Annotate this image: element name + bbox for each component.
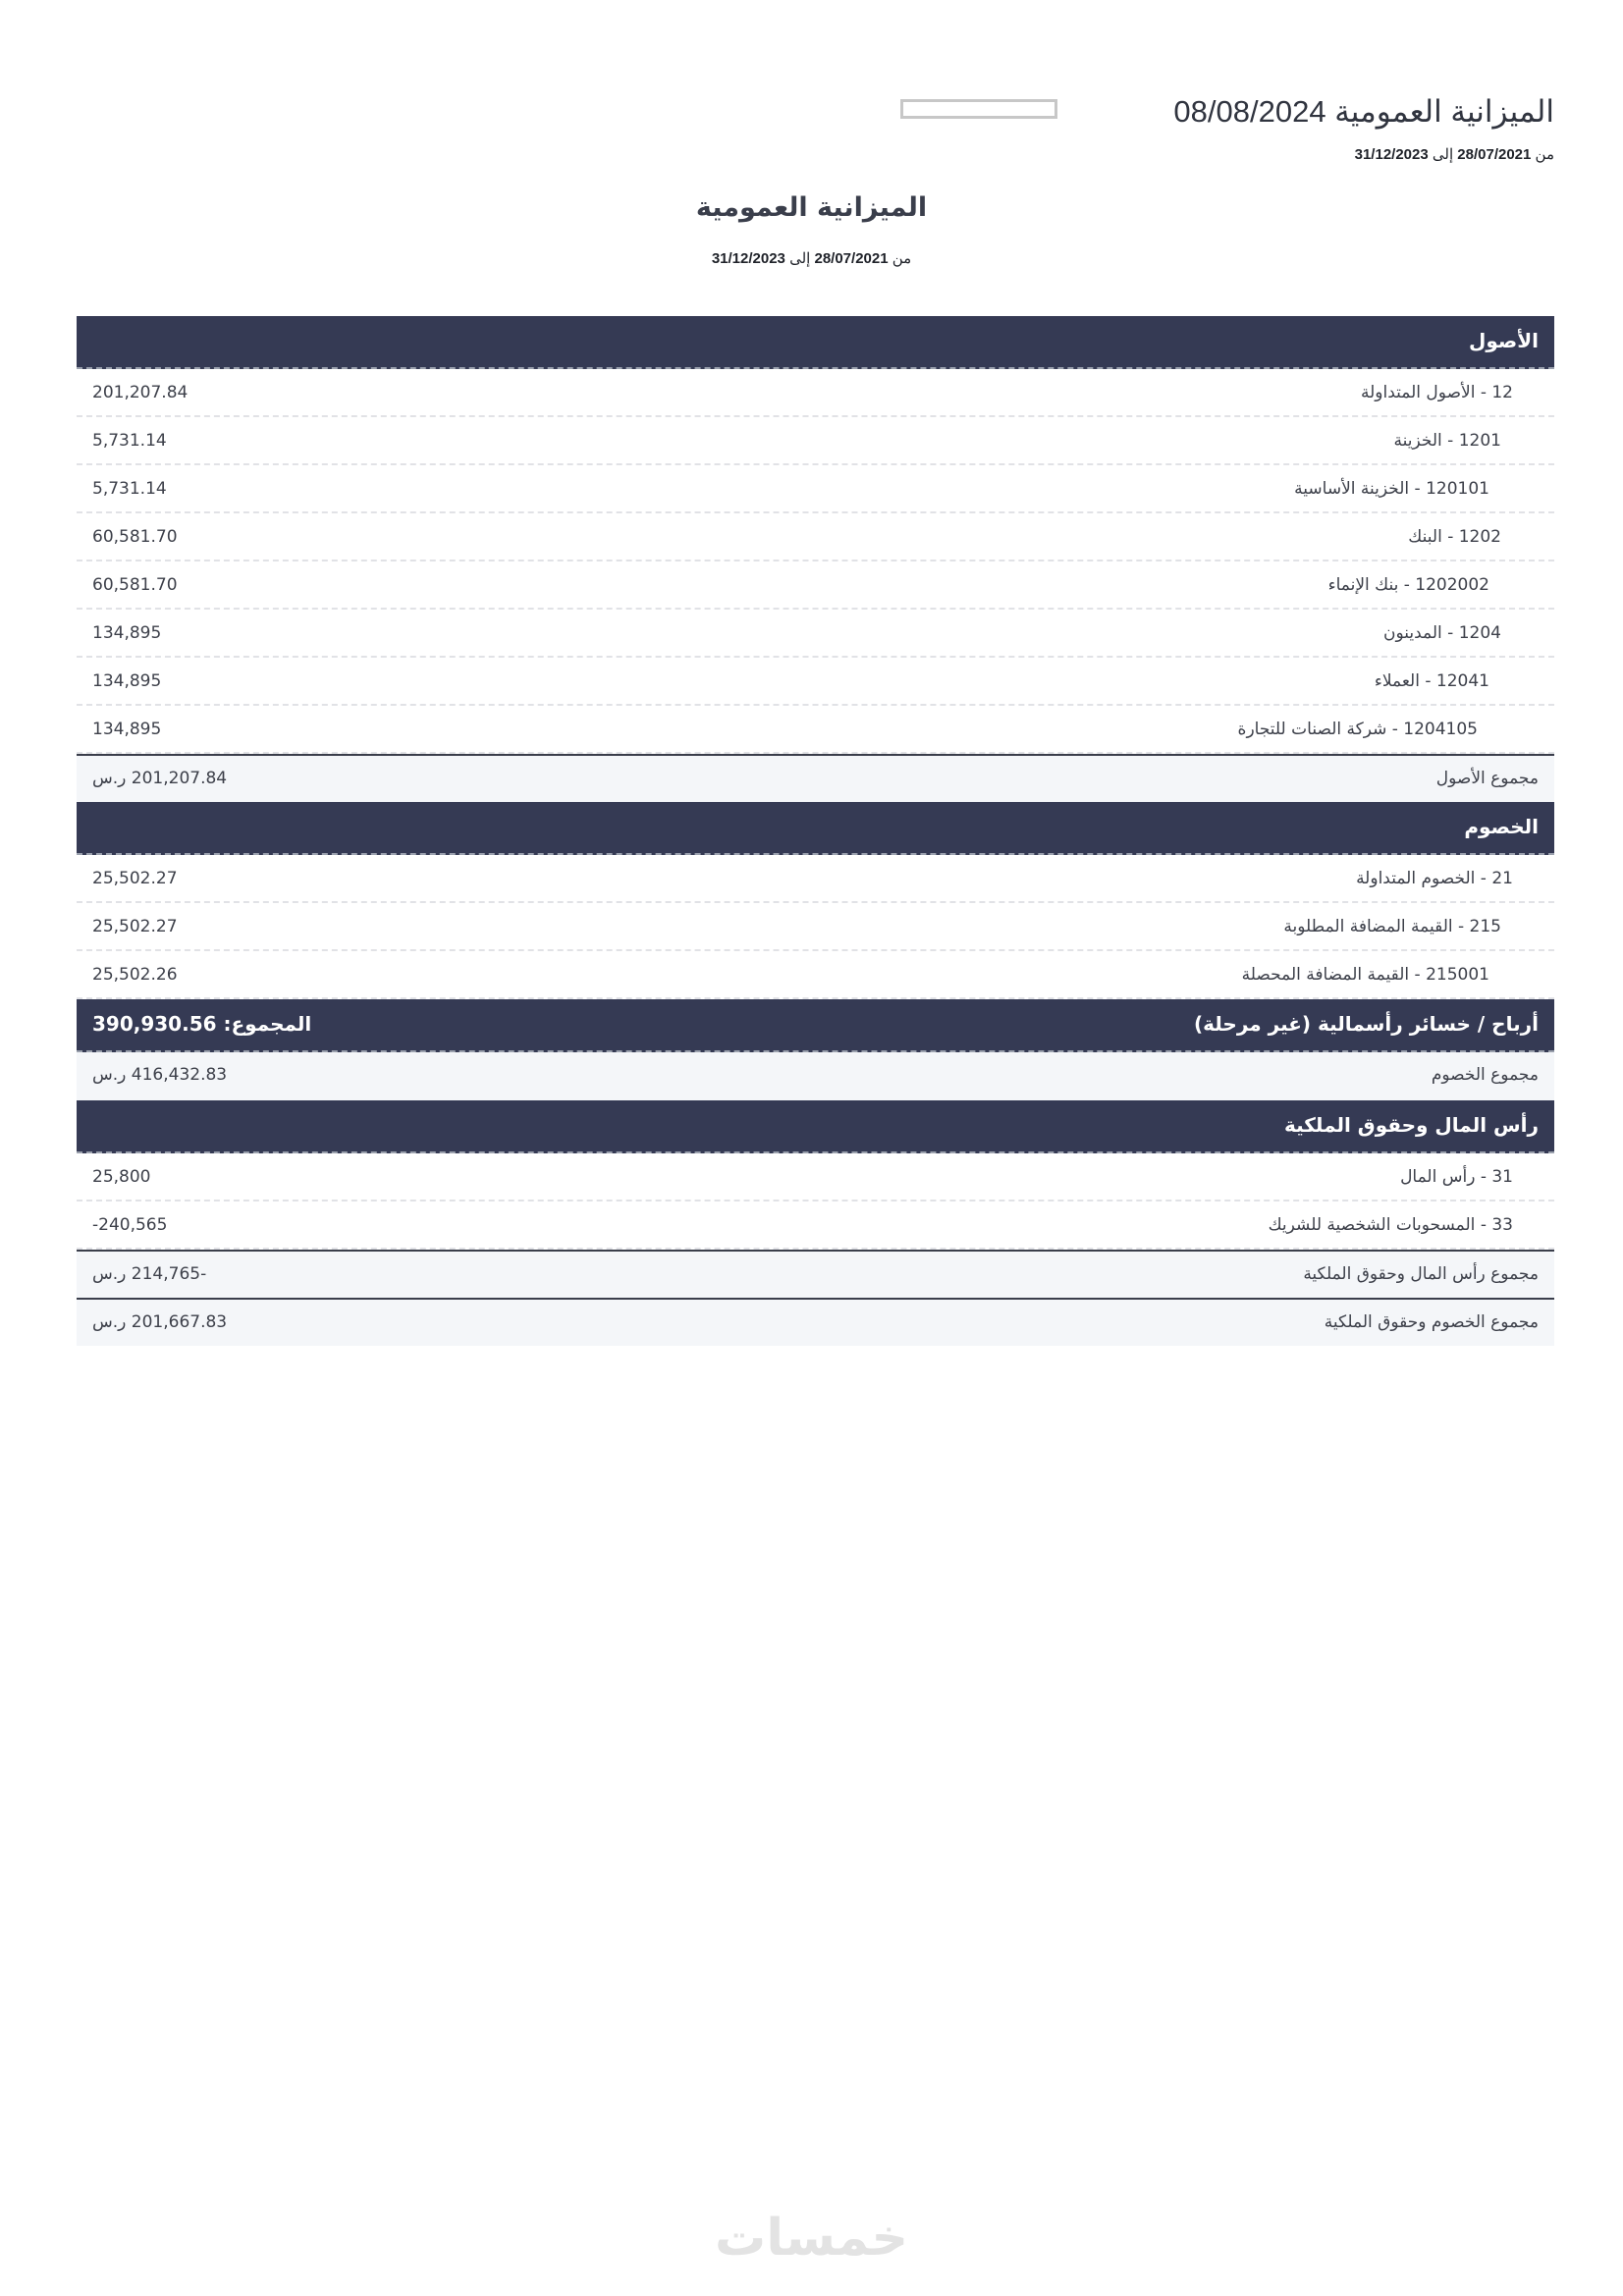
table-row xyxy=(77,706,1554,754)
table-row xyxy=(77,951,1554,999)
equity-total-row xyxy=(77,1250,1554,1298)
equity-section-header xyxy=(77,1100,1554,1153)
range-to-label: إلى xyxy=(1432,146,1454,163)
capital-gains-total: المجموع: 390,930.56 xyxy=(92,1012,312,1036)
account-name: 1204105 - شركة الصنات للتجارة xyxy=(1237,720,1478,739)
liabilities-total-label: مجموع الخصوم xyxy=(1431,1065,1539,1085)
logo-placeholder xyxy=(900,99,1057,119)
range-to-date: 31/12/2023 xyxy=(1354,146,1429,163)
report-range-to-date: 31/12/2023 xyxy=(711,250,785,267)
range-from-label: من xyxy=(1535,146,1554,163)
liabilities-section-header xyxy=(77,802,1554,855)
table-row xyxy=(77,658,1554,706)
account-amount: 25,800 xyxy=(92,1167,151,1187)
table-row xyxy=(77,369,1554,417)
liabilities-total-value: 416,432.83 ر.س xyxy=(92,1065,228,1085)
table-row xyxy=(77,417,1554,465)
report-range-to-label: إلى xyxy=(789,250,811,267)
account-name: 33 - المسحوبات الشخصية للشريك xyxy=(1268,1215,1513,1235)
account-amount: 25,502.27 xyxy=(92,869,178,888)
equity-total-label: مجموع رأس المال وحقوق الملكية xyxy=(1303,1264,1539,1284)
document-header-range xyxy=(1355,145,1554,163)
document-header-title: الميزانية العمومية 08/08/2024 xyxy=(1173,94,1554,129)
report-range-from-label: من xyxy=(892,250,912,267)
account-name: 1204 - المدينون xyxy=(1383,623,1501,643)
table-row xyxy=(77,1201,1554,1250)
capital-gains-header xyxy=(77,999,1554,1052)
report-range xyxy=(0,249,1623,267)
account-amount: 25,502.27 xyxy=(92,917,178,936)
assets-heading: الأصول xyxy=(1469,329,1539,352)
account-name: 21 - الخصوم المتداولة xyxy=(1356,869,1513,888)
account-name: 31 - رأس المال xyxy=(1400,1167,1513,1187)
account-amount: -240,565 xyxy=(92,1215,168,1235)
grand-total-row xyxy=(77,1298,1554,1346)
report-title: الميزانية العمومية xyxy=(695,192,928,223)
balance-sheet-table xyxy=(77,316,1554,1346)
account-name: 120101 - الخزينة الأساسية xyxy=(1294,479,1489,499)
assets-total-row xyxy=(77,754,1554,802)
table-row xyxy=(77,513,1554,561)
table-row xyxy=(77,561,1554,610)
account-name: 1202002 - بنك الإنماء xyxy=(1327,575,1489,595)
grand-total-value: 201,667.83 ر.س xyxy=(92,1312,228,1332)
account-amount: 5,731.14 xyxy=(92,479,167,499)
capital-gains-label: أرباح / خسائر رأسمالية (غير مرحلة) xyxy=(1194,1012,1539,1036)
assets-section-header xyxy=(77,316,1554,369)
table-row xyxy=(77,855,1554,903)
table-row xyxy=(77,1153,1554,1201)
account-amount: 5,731.14 xyxy=(92,431,167,451)
equity-total-value: -214,765 ر.س xyxy=(92,1264,207,1284)
account-name: 1201 - الخزينة xyxy=(1393,431,1501,451)
equity-heading: رأس المال وحقوق الملكية xyxy=(1283,1113,1539,1137)
account-name: 1202 - البنك xyxy=(1408,527,1501,547)
assets-total-value: 201,207.84 ر.س xyxy=(92,769,228,788)
grand-total-label: مجموع الخصوم وحقوق الملكية xyxy=(1324,1312,1539,1332)
account-name: 215 - القيمة المضافة المطلوبة xyxy=(1283,917,1501,936)
account-amount: 201,207.84 xyxy=(92,383,189,402)
assets-total-label: مجموع الأصول xyxy=(1435,769,1539,788)
report-range-from-date: 28/07/2021 xyxy=(814,250,889,267)
account-amount: 134,895 xyxy=(92,671,162,691)
account-amount: 134,895 xyxy=(92,623,162,643)
range-from-date: 28/07/2021 xyxy=(1457,146,1532,163)
account-name: 215001 - القيمة المضافة المحصلة xyxy=(1241,965,1489,985)
table-row xyxy=(77,903,1554,951)
account-amount: 60,581.70 xyxy=(92,575,178,595)
watermark-logo: خمسات xyxy=(714,2209,909,2268)
liabilities-heading: الخصوم xyxy=(1464,815,1539,838)
liabilities-total-row xyxy=(77,1052,1554,1100)
account-name: 12041 - العملاء xyxy=(1374,671,1489,691)
account-amount: 134,895 xyxy=(92,720,162,739)
table-row xyxy=(77,465,1554,513)
table-row xyxy=(77,610,1554,658)
account-name: 12 - الأصول المتداولة xyxy=(1361,383,1513,402)
account-amount: 60,581.70 xyxy=(92,527,178,547)
account-amount: 25,502.26 xyxy=(92,965,178,985)
